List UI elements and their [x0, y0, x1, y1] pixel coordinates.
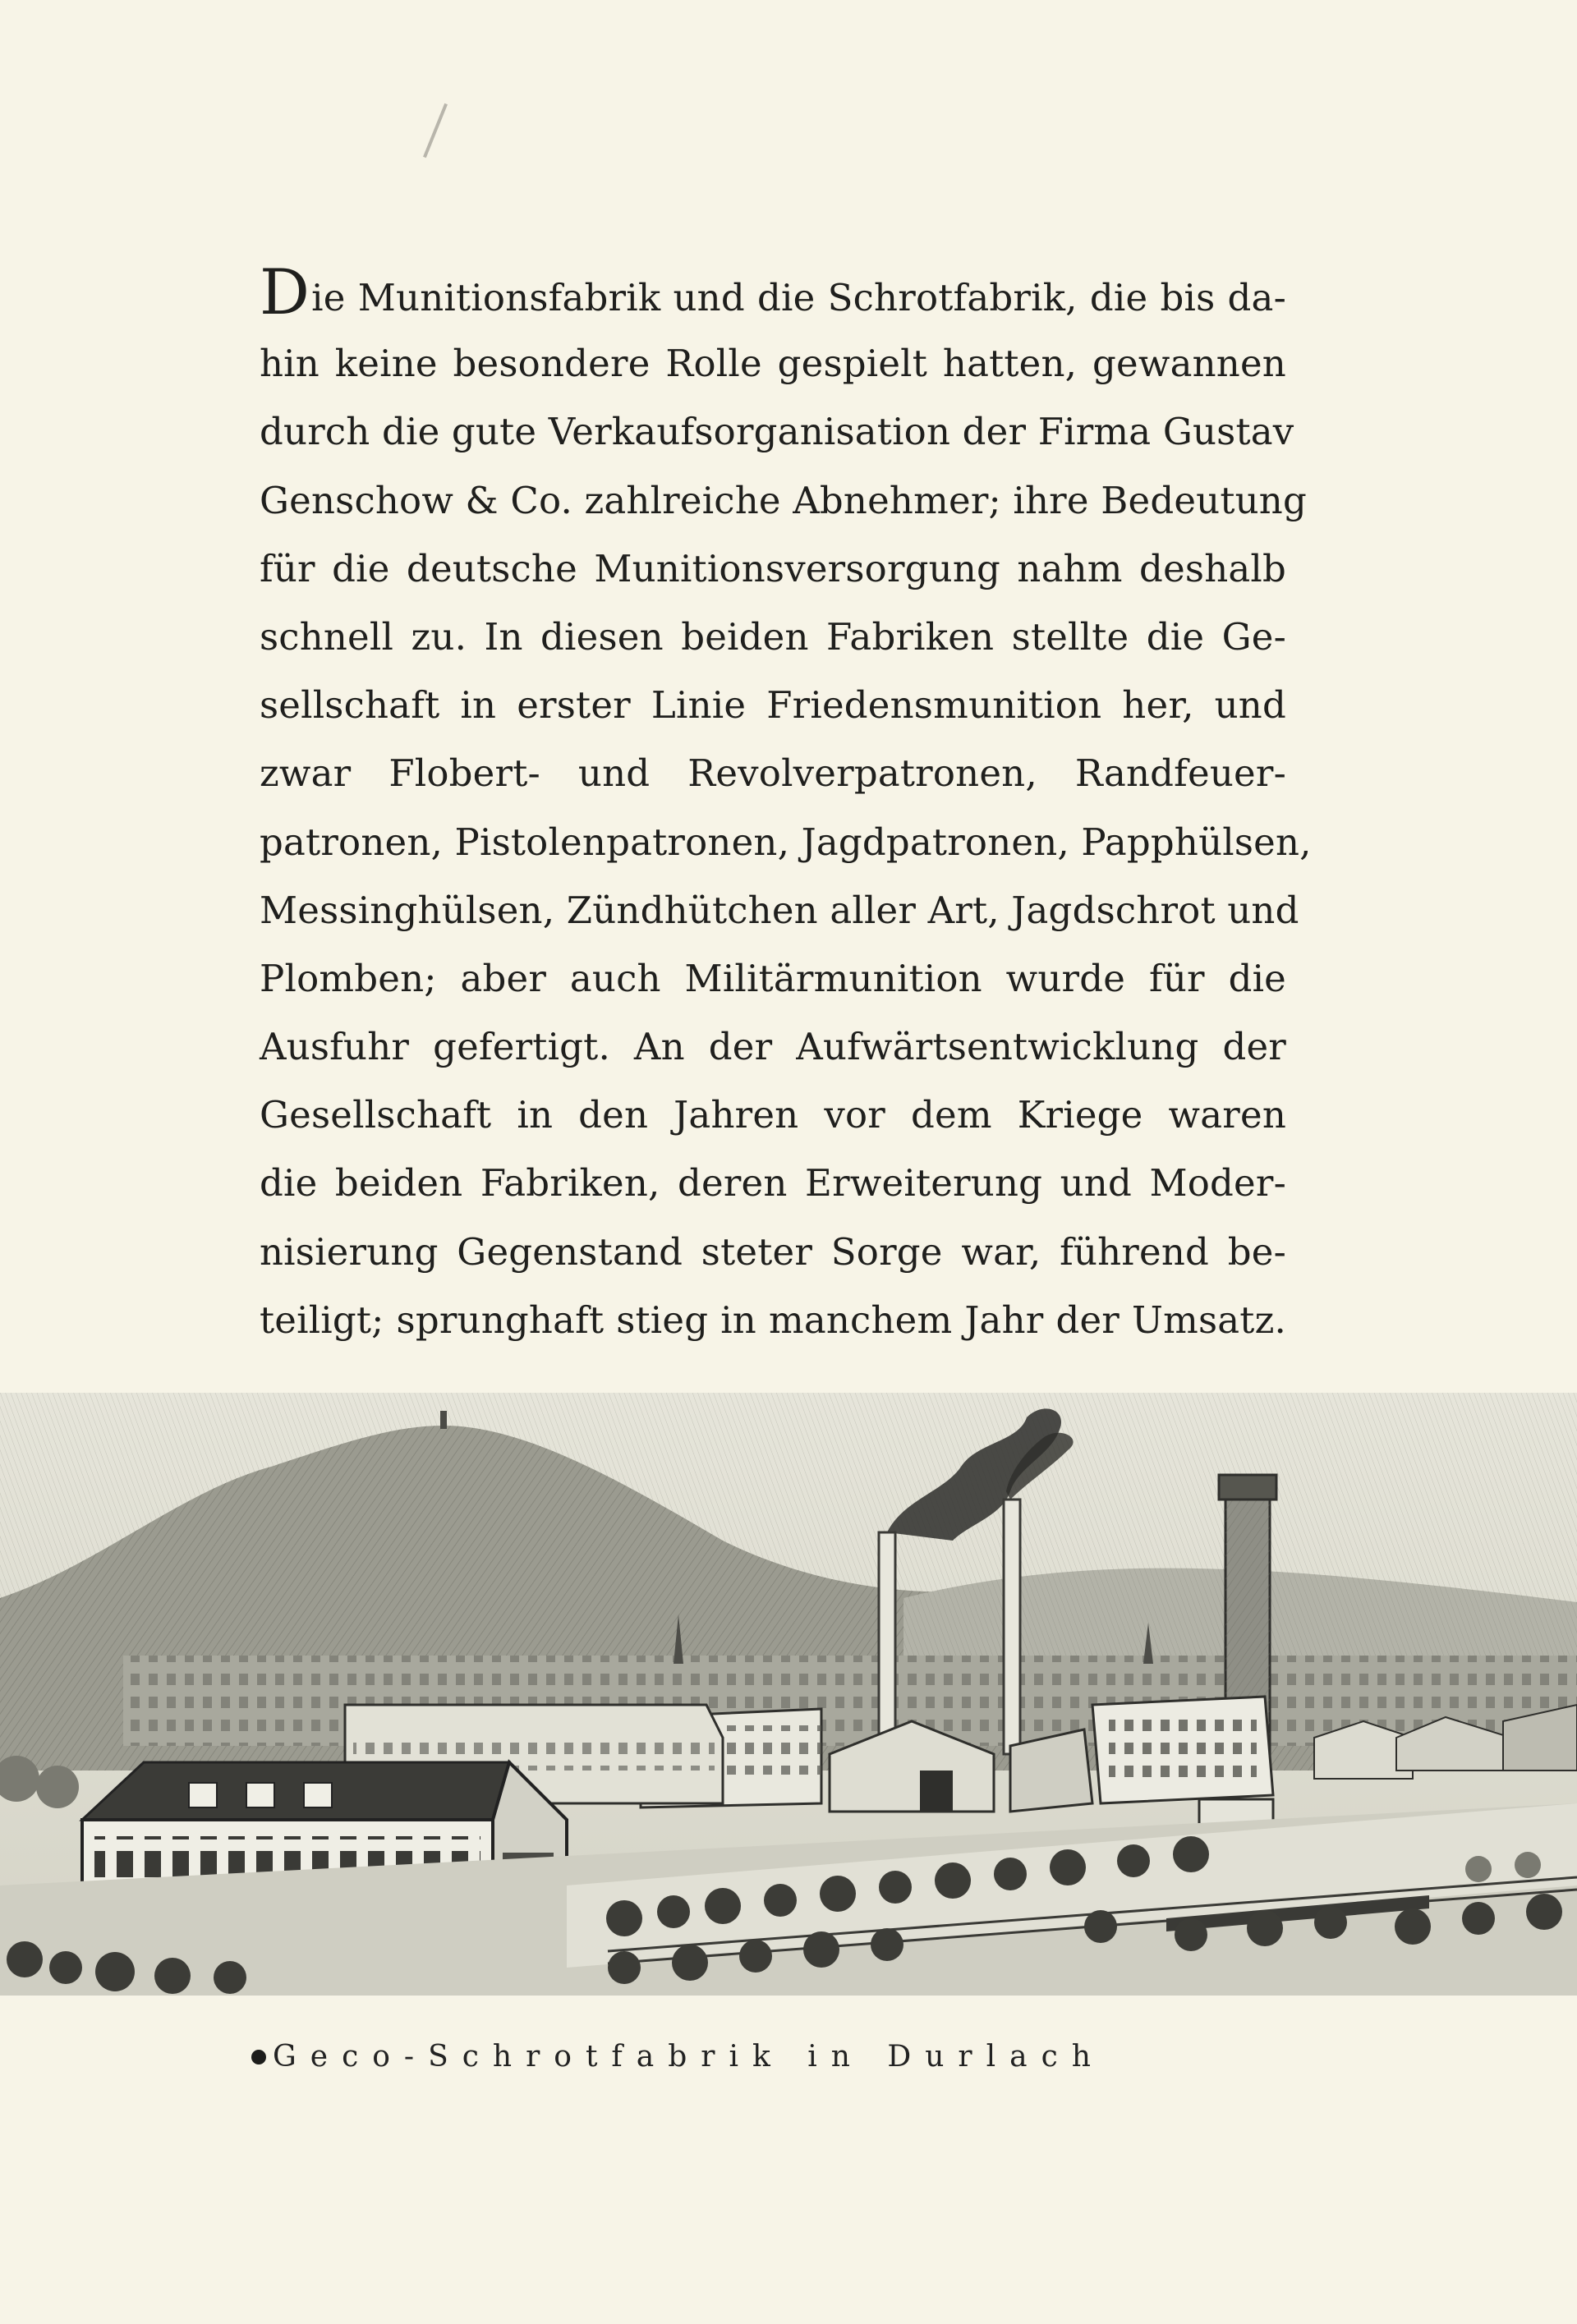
text-line: [260, 255, 1286, 329]
text-line: die beiden Fabriken, deren Erweiterung und Moder-: [260, 1161, 1286, 1206]
caption-text: Geco-Schrotfabrik in Durlach: [273, 2040, 1105, 2074]
text-line: für die deutsche Munitionsversorgung nahm deshalb: [260, 546, 1286, 590]
text-line: patronen, Pistolenpatronen, Jagdpatronen, Papphülsen,: [260, 820, 1312, 864]
factory-illustration: [0, 1393, 1577, 1996]
text-line: Plomben; aber auch Militärmunition wurde für die: [260, 956, 1286, 1000]
text-line-content: ie Munitionsfabrik und die Schrotfabrik, die bis da-: [311, 276, 1286, 319]
image-caption: [251, 2040, 1286, 2074]
body-paragraph: [260, 255, 1312, 1354]
pencil-mark: [423, 103, 448, 158]
text-line: Ausfuhr gefertigt. An der Aufwärtsentwicklung der: [260, 1025, 1286, 1069]
factory-drawing: [0, 1393, 1577, 1996]
text-line: durch die gute Verkaufsorganisation der Firma Gustav: [260, 410, 1294, 454]
text-line: zwar Flobert- und Revolverpatronen, Randfeuer-: [260, 751, 1286, 796]
text-line: Messinghülsen, Zündhütchen aller Art, Jagdschrot und: [260, 888, 1299, 932]
text-line: schnell zu. In diesen beiden Fabriken stellte die Ge-: [260, 614, 1286, 659]
text-line: nisierung Gegenstand steter Sorge war, führend be-: [260, 1229, 1286, 1274]
text-line: hin keine besondere Rolle gespielt hatten, gewannen: [260, 342, 1286, 386]
text-line: Gesellschaft in den Jahren vor dem Kriege waren: [260, 1093, 1286, 1137]
text-line: Genschow & Co. zahlreiche Abnehmer; ihre Bedeutung: [260, 478, 1307, 522]
text-line: sellschaft in erster Linie Friedensmunition her, und: [260, 683, 1286, 728]
initial-letter: D: [260, 255, 310, 328]
text-line: teiligt; sprunghaft stieg in manchem Jahr der Umsatz.: [260, 1297, 1286, 1342]
bullet-icon: [251, 2050, 266, 2065]
